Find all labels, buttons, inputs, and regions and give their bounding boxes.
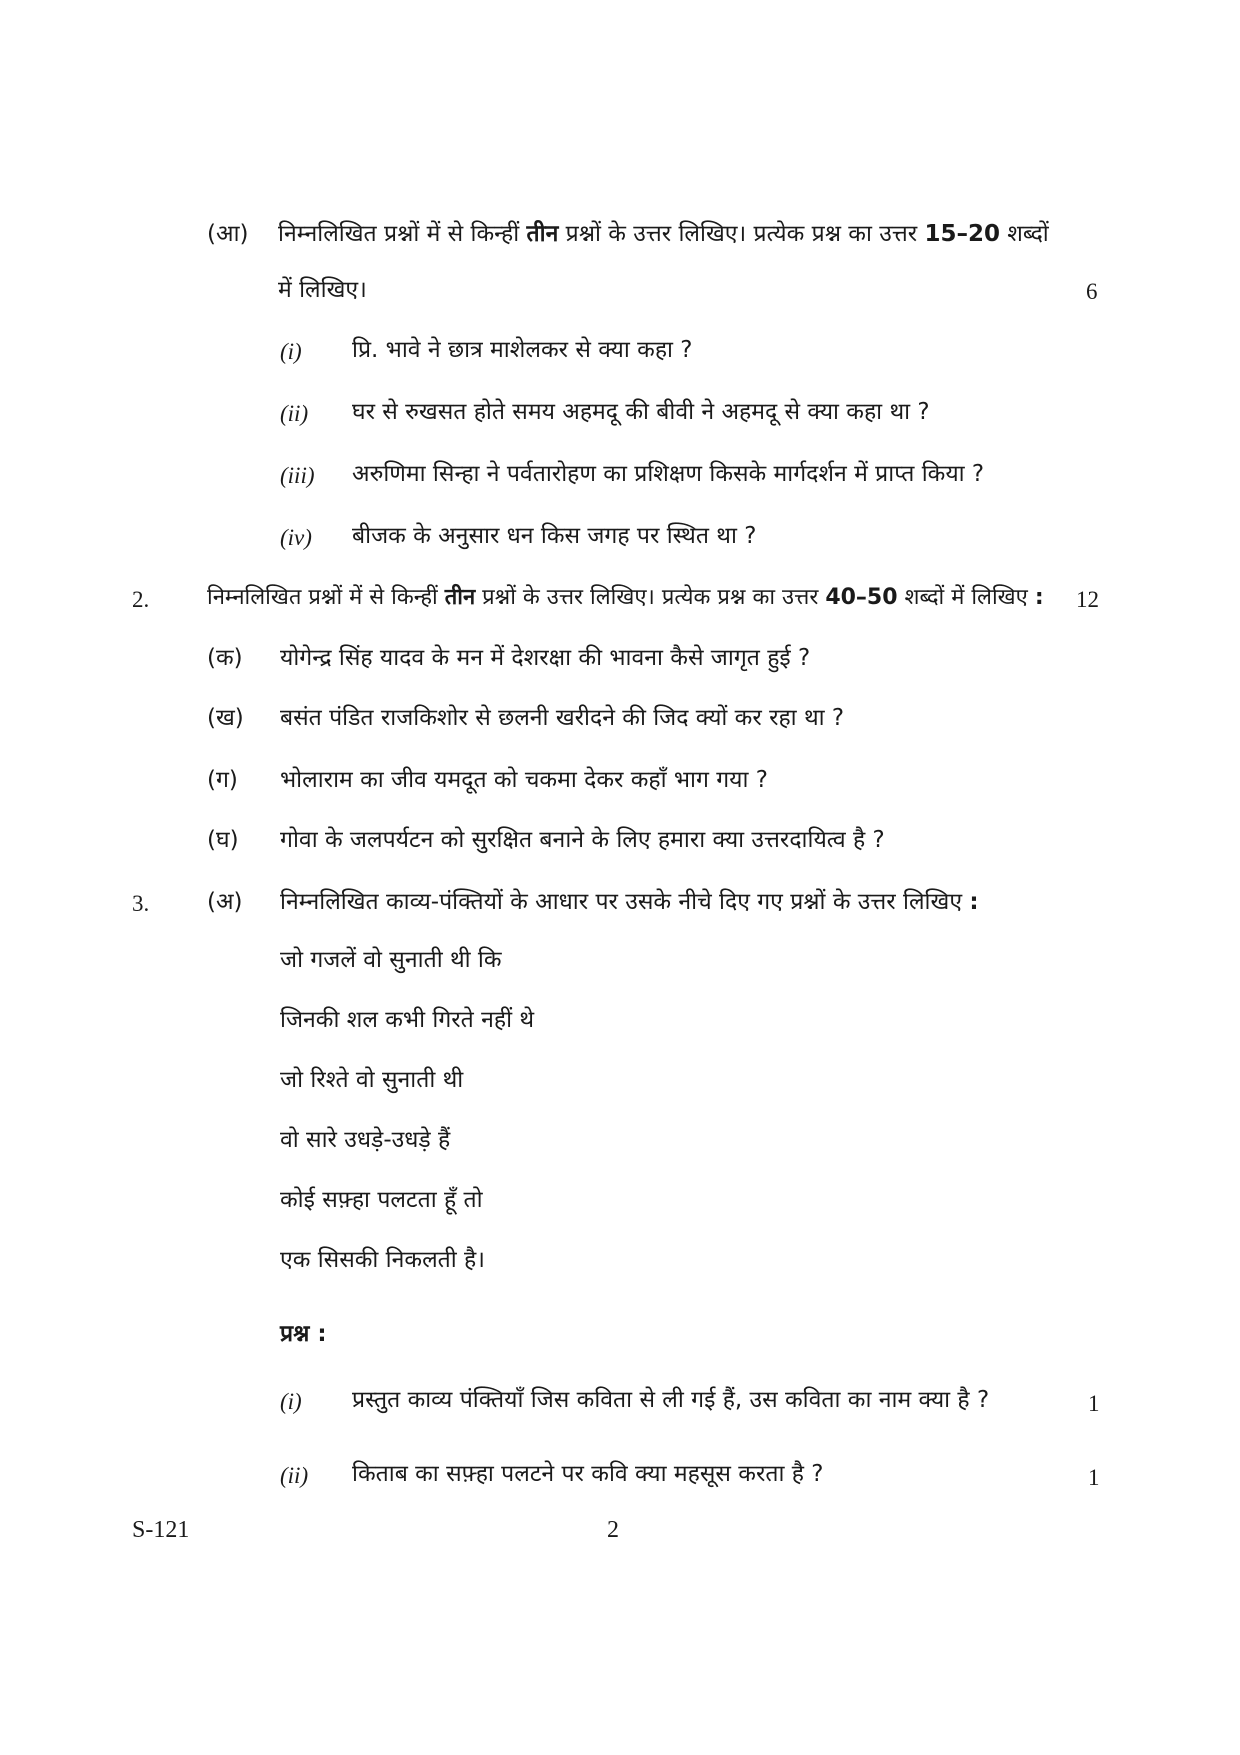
q1b-instruction-line1: निम्नलिखित प्रश्नों में से किन्हीं तीन प्रश्नों के उत्तर लिखिए। प्रत्येक प्रश्न का उत्तर 15–20 शब्दों (278, 221, 1049, 247)
q3-item-marks: 1 (1088, 1465, 1100, 1490)
q1b-marks: 6 (1086, 279, 1098, 304)
q1b-item-num: (iv) (280, 525, 312, 550)
poem-line: कोई सफ़्हा पलटता हूँ तो (280, 1187, 483, 1213)
paper-code: S-121 (132, 1517, 190, 1543)
q2-instruction: निम्नलिखित प्रश्नों में से किन्हीं तीन प्रश्नों के उत्तर लिखिए। प्रत्येक प्रश्न का उत्तर 40–50 शब्दों में लिखिए : (207, 585, 1044, 610)
q2-item-label: (घ) (207, 827, 239, 853)
q3-item-num: (ii) (280, 1463, 309, 1488)
q2-item-label: (ख) (207, 705, 244, 731)
q1b-item-text: अरुणिमा सिन्हा ने पर्वतारोहण का प्रशिक्षण किसके मार्गदर्शन में प्राप्त किया ? (352, 461, 985, 487)
poem-line: एक सिसकी निकलती है। (280, 1247, 485, 1273)
q1b-instruction-line2: में लिखिए। (278, 277, 367, 303)
poem-line: जो गजलें वो सुनाती थी कि (280, 947, 502, 973)
q3-instruction: निम्नलिखित काव्य-पंक्तियों के आधार पर उसके नीचे दिए गए प्रश्नों के उत्तर लिखिए : (280, 889, 979, 915)
poem-line: जो रिश्ते वो सुनाती थी (280, 1067, 464, 1093)
q3-number: 3. (132, 891, 150, 916)
q1b-item-text: बीजक के अनुसार धन किस जगह पर स्थित था ? (352, 523, 757, 549)
q3-item-text: प्रस्तुत काव्य पंक्तियाँ जिस कविता से ली गई हैं, उस कविता का नाम क्या है ? (352, 1387, 990, 1413)
q3-item-num: (i) (280, 1389, 302, 1414)
q1b-item-num: (ii) (280, 401, 309, 426)
q2-item-text: बसंत पंडित राजकिशोर से छलनी खरीदने की जिद क्यों कर रहा था ? (280, 705, 845, 731)
q2-item-label: (क) (207, 645, 243, 671)
q3-item-text: किताब का सफ़्हा पलटने पर कवि क्या महसूस करता है ? (352, 1461, 824, 1487)
question-heading: प्रश्न : (280, 1321, 327, 1347)
poem-line: जिनकी शल कभी गिरते नहीं थे (280, 1007, 535, 1033)
q1b-item-num: (iii) (280, 463, 315, 488)
q1b-item-text: घर से रुखसत होते समय अहमदू की बीवी ने अहमदू से क्या कहा था ? (352, 399, 930, 425)
q1b-item-num: (i) (280, 339, 302, 364)
q2-item-label: (ग) (207, 767, 238, 793)
q2-number: 2. (132, 587, 150, 612)
q3-sub-label: (अ) (207, 889, 243, 915)
poem-line: वो सारे उधड़े-उधड़े हैं (280, 1127, 451, 1153)
q2-item-text: भोलाराम का जीव यमदूत को चकमा देकर कहाँ भाग गया ? (280, 767, 769, 793)
q2-item-text: गोवा के जलपर्यटन को सुरक्षित बनाने के लिए हमारा क्या उत्तरदायित्व है ? (280, 827, 885, 853)
q2-marks: 12 (1076, 587, 1099, 612)
page-number: 2 (607, 1517, 619, 1543)
q1b-item-text: प्रि. भावे ने छात्र माशेलकर से क्या कहा ? (352, 337, 693, 363)
q1b-label: (आ) (207, 221, 249, 247)
q2-item-text: योगेन्द्र सिंह यादव के मन में देशरक्षा की भावना कैसे जागृत हुई ? (280, 645, 811, 671)
q3-item-marks: 1 (1088, 1391, 1100, 1416)
